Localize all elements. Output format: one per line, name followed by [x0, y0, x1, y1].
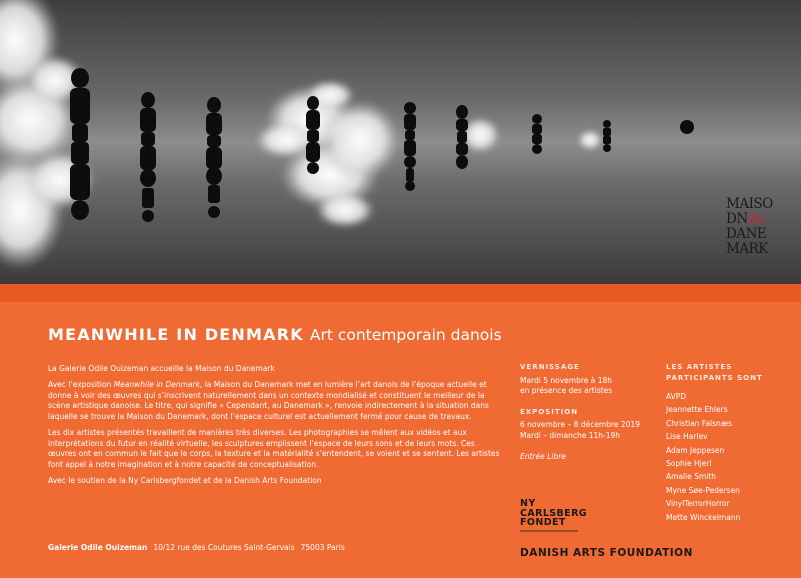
artist-item: AVPD	[666, 392, 687, 401]
logo-du: du	[747, 211, 764, 227]
logo-line-1: MAISO	[726, 196, 773, 212]
support-text: Avec le soutien de la Ny Carlsbergfondet et de la Danish Arts Foundation	[48, 475, 322, 485]
artist-item: Adam Jeppesen	[666, 445, 725, 455]
ny-logo-line-1: NY	[520, 498, 536, 509]
exposition-line-1: 6 novembre – 8 décembre 2019	[520, 420, 641, 430]
exposition-label: EXPOSITION	[520, 407, 579, 416]
artist-item: Jeannette Ehlers	[666, 405, 728, 415]
paragraph-1-italic: Meanwhile in Denmark	[113, 380, 200, 390]
exhibition-title	[48, 325, 502, 344]
paragraph-1-before: Avec l’exposition	[48, 380, 114, 390]
artist-item: Amalie Smith	[666, 472, 717, 482]
artist-item: Lise Harlev	[666, 432, 708, 442]
logo-line-2-text: DN	[726, 211, 748, 227]
description	[48, 364, 503, 492]
vernissage-line-1: Mardi 5 novembre à 18h	[520, 375, 613, 385]
hero-photo	[0, 0, 801, 284]
intro-text: La Galerie Odile Ouizeman accueille la Maison du Danemark	[48, 364, 275, 373]
artist-item: Myne Søe-Pedersen	[666, 485, 740, 495]
exposition-line-2: Mardi – dimanche 11h-19h	[520, 430, 621, 440]
ny-logo-underline	[520, 530, 578, 532]
separator-band	[0, 284, 801, 302]
artists-label-line-1: LES ARTISTES	[666, 363, 733, 371]
vernissage-block	[520, 362, 660, 397]
ny-carlsberg-fondet-logo	[520, 499, 587, 532]
vernissage-line-2: en présence des artistes	[520, 386, 613, 396]
paragraph-2: Les dix artistes présentés travaillent de manières très diverses. Les photographies se mêlent aux vidéos et aux interprétations du futur en réalité virtuelle, les sculptures emplissent l’espace de leurs sons et de leurs mots. Ces œuvres ont en commun le fait que le corps, la texture et la matérialité s’entendent, se voient et se sentent. Les artistes font appel à notre imagination et à notre capacité de conceptualisation.	[48, 427, 500, 469]
hero-photo-illustration	[0, 0, 801, 284]
logo-line-4: MARK	[726, 241, 768, 257]
gallery-address	[48, 543, 345, 552]
paragraph-1-after: , la Maison du Danemark met en lumière l’art danois de l’époque actuelle et donne à voir des œuvres qui s’inscrivent naturellement dans un contexte mondialisé et constituent le meilleur de la scène artistique danoise. Le titre, qui signifie « Cependant, au Danemark », renvoie indirectement à la situation dans laquelle se trouve la Maison du Danemark, dont l’espace culturel est actuellement fermé pour cause de travaux.	[48, 380, 489, 421]
artist-item: Sophie Hjerl	[666, 459, 712, 469]
entry-text: Entrée Libre	[520, 451, 566, 461]
exhibition-title-sub: Art contemporain danois	[309, 326, 502, 344]
event-info	[520, 362, 660, 462]
artist-item: Christian Falsnæs	[666, 418, 733, 428]
entry-info	[520, 452, 660, 463]
maison-du-danemark-logo	[726, 197, 774, 257]
ny-logo-line-2: CARLSBERG	[520, 507, 587, 519]
logo-line-3: DANE	[726, 226, 767, 242]
vernissage-label: VERNISSAGE	[520, 363, 580, 371]
artist-item: VinylTerrorHorror	[666, 499, 730, 509]
logo-line-2	[726, 212, 774, 227]
artists-label-line-2: PARTICIPANTS SONT	[666, 374, 763, 382]
gallery-city: 75003 Paris	[300, 543, 345, 552]
gallery-street: 10/12 rue des Coutures Saint-Gervais	[153, 543, 295, 552]
artists-list-section	[666, 362, 796, 524]
artists-label	[666, 362, 796, 384]
exposition-block	[520, 407, 660, 442]
artists-list	[666, 390, 796, 524]
artist-item: Mette Winckelmann	[666, 512, 741, 522]
ny-logo-line-3: FONDET	[520, 517, 566, 528]
paragraph-1	[48, 380, 503, 422]
gallery-name: Galerie Odile Ouizeman	[48, 543, 148, 552]
danish-arts-foundation-logo: DANISH ARTS FOUNDATION	[520, 547, 693, 559]
exhibition-title-main: MEANWHILE IN DENMARK	[48, 325, 304, 344]
